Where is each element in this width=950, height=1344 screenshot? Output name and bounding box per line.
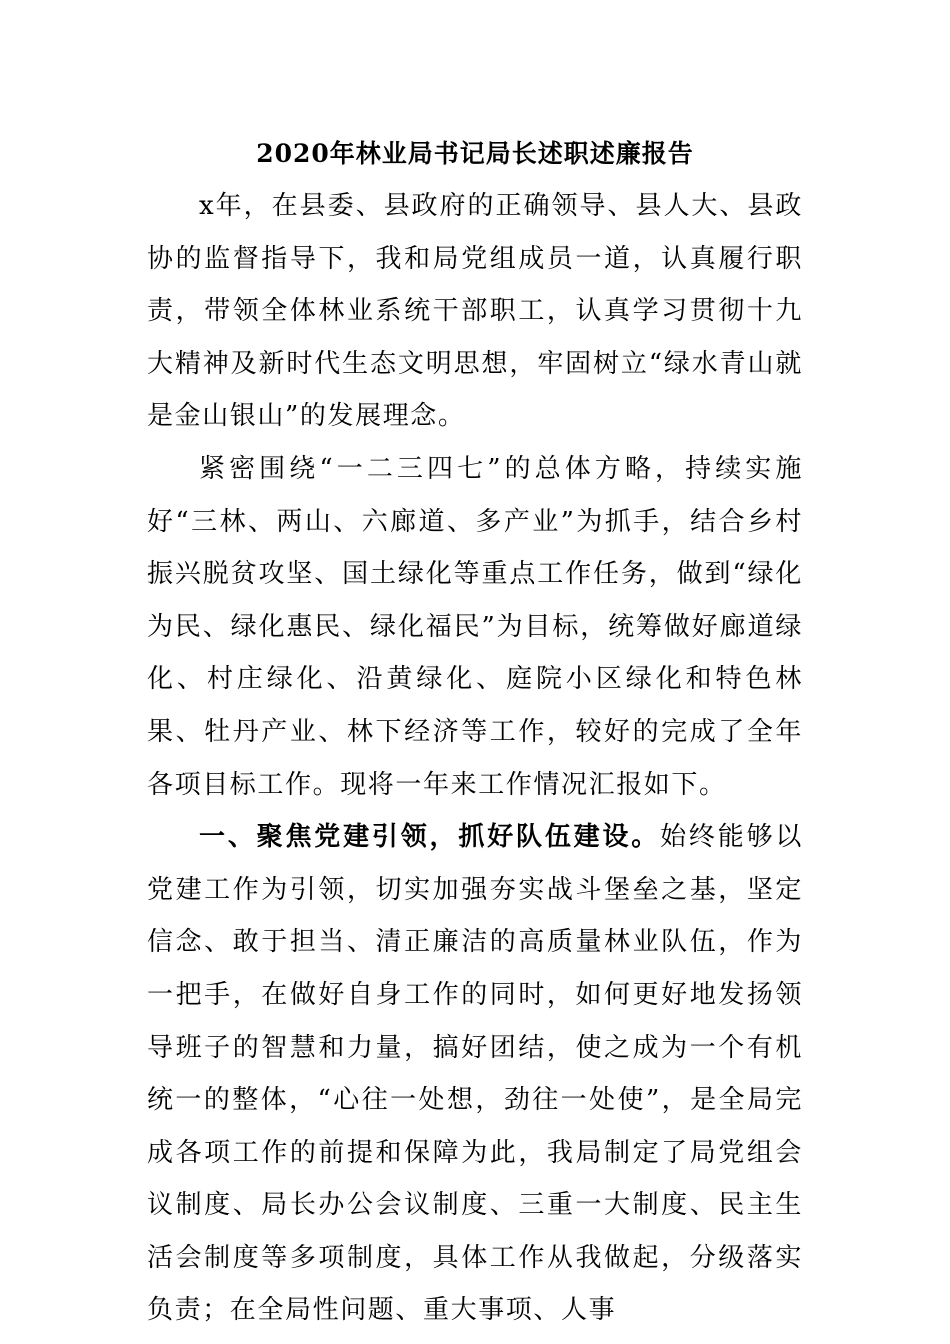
document-title: 2020年林业局书记局长述职述廉报告 <box>256 139 694 168</box>
paragraph-strategy <box>147 443 803 811</box>
paragraph-party-building-text: 始终能够以党建工作为引领，切实加强夯实战斗堡垒之基，坚定信念、敢于担当、清正廉洁的高质量林业队伍，作为一把手，在做好自身工作的同时，如何更好地发扬领导班子的智慧和力量，搞好团结，使之成为一个有机统一的整体，“心往一处想，劲往一处使”，是全局完成各项工作的前提和保障为此，我局制定了局党组会议制度、局长办公会议制度、三重一大制度、民主生活会制度等多项制度，具体工作从我做起，分级落实负责；在全局性问题、重大事项、人事 <box>147 822 803 1326</box>
document-body <box>147 180 803 1337</box>
section-heading: 一、聚焦党建引领，抓好队伍建设。 <box>199 822 661 853</box>
paragraph-intro <box>147 180 803 443</box>
paragraph-intro-text: x年，在县委、县政府的正确领导、县人大、县政协的监督指导下，我和局党组成员一道，认真履行职责，带领全体林业系统干部职工，认真学习贯彻十九大精神及新时代生态文明思想，牢固树立“绿水青山就是金山银山”的发展理念。 <box>147 191 803 432</box>
paragraph-party-building <box>147 811 803 1337</box>
paragraph-strategy-text: 紧密围绕“一二三四七”的总体方略，持续实施好“三林、两山、六廊道、多产业”为抓手，结合乡村振兴脱贫攻坚、国土绿化等重点工作任务，做到“绿化为民、绿化惠民、绿化福民”为目标，统筹做好廊道绿化、村庄绿化、沿黄绿化、庭院小区绿化和特色林果、牡丹产业、林下经济等工作，较好的完成了全年各项目标工作。现将一年来工作情况汇报如下。 <box>147 453 803 800</box>
